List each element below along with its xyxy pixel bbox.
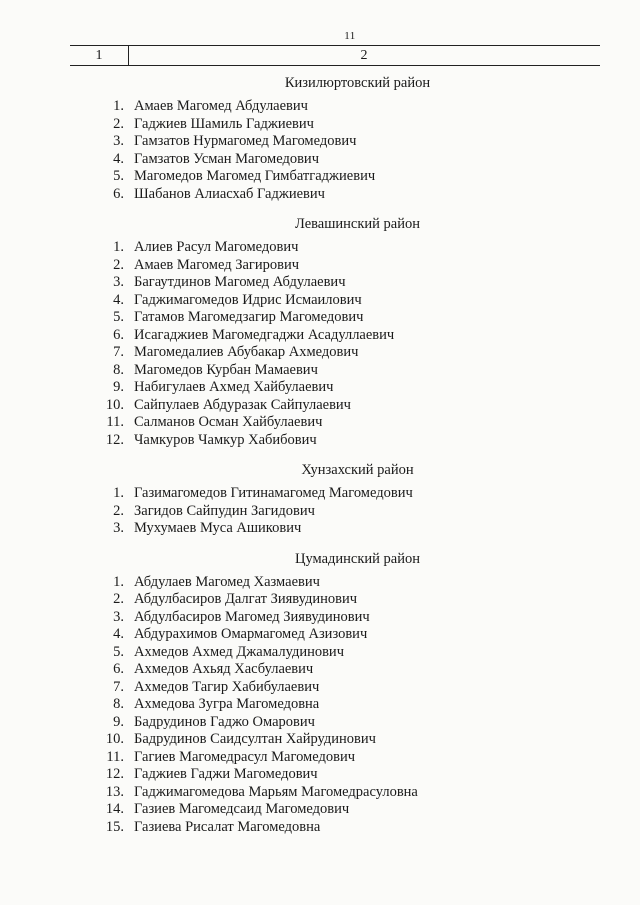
- item-number: 2.: [113, 591, 124, 607]
- person-name: Газиева Рисалат Магомедовна: [134, 818, 321, 835]
- person-name: Гатамов Магомедзагир Магомедович: [134, 309, 364, 325]
- item-number: 6.: [113, 326, 124, 343]
- item-number: 4.: [113, 626, 124, 642]
- person-name: Абдулбасиров Далгат Зиявудинович: [134, 591, 358, 607]
- person-name: Бадрудинов Саидсултан Хайрудинович: [134, 731, 376, 747]
- list-item: [0, 133, 640, 151]
- person-name: Мухумаев Муса Ашикович: [134, 520, 302, 536]
- item-number: 3.: [113, 274, 124, 290]
- list-item: [0, 186, 640, 204]
- person-name: Газимагомедов Гитинамагомед Магомедович: [134, 485, 413, 501]
- list-item: [0, 520, 640, 538]
- item-number: 5.: [113, 168, 124, 184]
- item-number: 4.: [113, 150, 124, 167]
- person-name: Гамзатов Нурмагомед Магомедович: [134, 133, 357, 149]
- list-item: [0, 819, 640, 837]
- person-name: Чамкуров Чамкур Хабибович: [134, 431, 317, 448]
- item-number: 2.: [113, 115, 124, 132]
- list-item: [0, 397, 640, 415]
- item-number: 4.: [113, 291, 124, 308]
- item-number: 3.: [113, 133, 124, 149]
- list-item: [0, 327, 640, 345]
- item-number: 13.: [105, 783, 124, 800]
- person-name: Магомедов Магомед Гимбатгаджиевич: [134, 168, 376, 184]
- list-item: [0, 696, 640, 714]
- list-item: [0, 292, 640, 310]
- person-name: Ахмедова Зугра Магомедовна: [134, 696, 320, 712]
- person-name: Загидов Сайпудин Загидович: [134, 502, 315, 519]
- item-number: 6.: [113, 661, 124, 677]
- list-item: [0, 784, 640, 802]
- person-name: Абдурахимов Омармагомед Азизович: [134, 626, 368, 642]
- item-number: 7.: [113, 678, 124, 695]
- section-title: Хунзахский район: [301, 462, 414, 478]
- person-name: Абдулбасиров Магомед Зиявудинович: [134, 608, 370, 625]
- person-name: Гаджимагомедова Марьям Магомедрасуловна: [134, 783, 418, 800]
- person-name: Амаев Магомед Загирович: [134, 256, 300, 273]
- list-item: [0, 644, 640, 662]
- item-number: 12.: [105, 766, 124, 782]
- list-item: [0, 503, 640, 521]
- item-number: 15.: [105, 818, 124, 835]
- person-name: Абдулаев Магомед Хазмаевич: [134, 573, 320, 590]
- person-name: Гаджиев Гаджи Магомедович: [134, 766, 318, 782]
- item-number: 8.: [113, 361, 124, 378]
- item-number: 9.: [113, 713, 124, 730]
- column-header-1: 1: [70, 46, 129, 65]
- item-number: 10.: [105, 396, 124, 413]
- item-number: 5.: [113, 309, 124, 325]
- list-item: [0, 257, 640, 275]
- name-list: [0, 98, 640, 203]
- page-number: 11: [344, 30, 356, 42]
- column-header-table: [70, 45, 600, 66]
- person-name: Амаев Магомед Абдулаевич: [134, 98, 308, 114]
- item-number: 11.: [106, 414, 124, 430]
- name-list: [0, 574, 640, 837]
- list-item: [0, 574, 640, 592]
- list-item: [0, 626, 640, 644]
- item-number: 3.: [113, 608, 124, 625]
- person-name: Гамзатов Усман Магомедович: [134, 150, 319, 167]
- person-name: Алиев Расул Магомедович: [134, 239, 299, 255]
- list-item: [0, 151, 640, 169]
- section-title: Цумадинский район: [294, 550, 421, 567]
- item-number: 7.: [113, 344, 124, 360]
- item-number: 2.: [113, 256, 124, 273]
- list-item: [0, 766, 640, 784]
- name-list: [0, 485, 640, 538]
- person-name: Гаджиев Шамиль Гаджиевич: [134, 115, 314, 132]
- person-name: Бадрудинов Гаджо Омарович: [134, 713, 315, 730]
- person-name: Магомедалиев Абубакар Ахмедович: [134, 344, 359, 360]
- item-number: 10.: [105, 731, 124, 747]
- document-body: [0, 72, 640, 846]
- item-number: 14.: [105, 801, 124, 817]
- item-number: 1.: [113, 239, 124, 255]
- list-item: [0, 116, 640, 134]
- list-item: [0, 274, 640, 292]
- item-number: 1.: [113, 573, 124, 590]
- list-item: [0, 661, 640, 679]
- person-name: Гаджимагомедов Идрис Исмаилович: [134, 291, 362, 308]
- item-number: 9.: [113, 379, 124, 395]
- list-item: [0, 591, 640, 609]
- person-name: Багаутдинов Магомед Абдулаевич: [134, 274, 346, 290]
- column-header-2: 2: [360, 48, 368, 63]
- person-name: Шабанов Алиасхаб Гаджиевич: [134, 185, 325, 202]
- list-item: [0, 168, 640, 186]
- person-name: Ахмедов Ахьяд Хасбулаевич: [134, 661, 314, 677]
- list-item: [0, 731, 640, 749]
- item-number: 8.: [113, 696, 124, 712]
- person-name: Салманов Осман Хайбулаевич: [134, 414, 323, 430]
- section-title: Левашинский район: [294, 216, 421, 232]
- list-item: [0, 609, 640, 627]
- person-name: Магомедов Курбан Мамаевич: [134, 361, 318, 378]
- person-name: Газиев Магомедсаид Магомедович: [134, 801, 350, 817]
- list-item: [0, 414, 640, 432]
- item-number: 1.: [113, 98, 124, 114]
- list-item: [0, 98, 640, 116]
- list-item: [0, 239, 640, 257]
- list-item: [0, 362, 640, 380]
- item-number: 2.: [113, 502, 124, 519]
- item-number: 11.: [106, 748, 124, 765]
- item-number: 6.: [113, 185, 124, 202]
- person-name: Набигулаев Ахмед Хайбулаевич: [134, 379, 334, 395]
- person-name: Ахмедов Тагир Хабибулаевич: [134, 678, 320, 695]
- person-name: Исагаджиев Магомедгаджи Асадуллаевич: [134, 326, 395, 343]
- list-item: [0, 485, 640, 503]
- person-name: Сайпулаев Абдуразак Сайпулаевич: [134, 396, 351, 413]
- list-item: [0, 309, 640, 327]
- name-list: [0, 239, 640, 449]
- item-number: 1.: [113, 485, 124, 501]
- item-number: 12.: [105, 431, 124, 448]
- list-item: [0, 714, 640, 732]
- item-number: 5.: [113, 643, 124, 660]
- item-number: 3.: [113, 520, 124, 536]
- list-item: [0, 679, 640, 697]
- list-item: [0, 344, 640, 362]
- section-title: Кизилюртовский район: [284, 75, 431, 91]
- list-item: [0, 379, 640, 397]
- list-item: [0, 801, 640, 819]
- list-item: [0, 749, 640, 767]
- person-name: Гагиев Магомедрасул Магомедович: [134, 748, 355, 765]
- person-name: Ахмедов Ахмед Джамалудинович: [134, 643, 344, 660]
- list-item: [0, 432, 640, 450]
